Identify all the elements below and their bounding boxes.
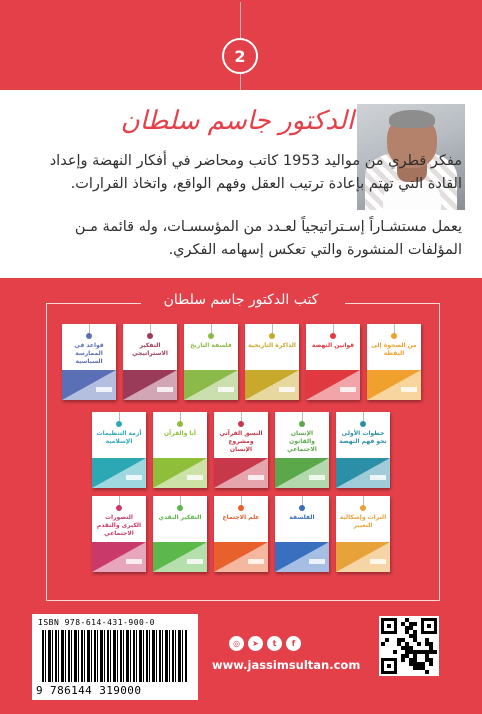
book-title: الإنسان والقانون الاجتماعي [287, 430, 317, 453]
book-title: علم الاجتماع [222, 514, 260, 521]
book-cover [184, 324, 238, 400]
book-title: الفلسفة [289, 514, 315, 521]
book-cover [245, 324, 299, 400]
author-panel [0, 90, 482, 278]
isbn-label: ISBN 978-614-431-900-0 [38, 618, 155, 627]
book-cover [123, 324, 177, 400]
footer [0, 614, 482, 714]
top-band [0, 0, 482, 90]
social-icons [229, 636, 301, 651]
book-title: فلسفة التاريخ [190, 342, 232, 349]
barcode-bars [42, 630, 188, 682]
book-title: النسق القرآني ومشروع الإنسان [219, 430, 263, 453]
book-title: الذاكرة التاريخية [248, 342, 296, 349]
book-title: التفكير الاستراتيجي [132, 342, 168, 357]
book-title: قواعد في الممارسة السياسية [74, 342, 104, 365]
book-title: التفكير النقدي [158, 514, 202, 521]
book-title: التراث وإشكالية التغيير [339, 514, 387, 529]
page-number-badge: 2 [222, 38, 258, 74]
qr-code [379, 616, 439, 676]
book-cover [92, 496, 146, 572]
books-section [0, 290, 482, 614]
book-cover [336, 496, 390, 572]
instagram-icon[interactable]: ◎ [229, 636, 244, 651]
book-cover [367, 324, 421, 400]
author-name-title: الدكتور جاسم سلطان [120, 106, 354, 136]
book-title: من الصحوة إلى اليقظة [371, 342, 417, 357]
website-link[interactable]: www.jassimsultan.com [212, 658, 361, 672]
books-heading: كتب الدكتور جاسم سلطان [163, 292, 319, 308]
book-title: خطوات الأولى نحو فهم النهضة [339, 430, 387, 445]
barcode-block [32, 614, 198, 700]
twitter-icon[interactable]: t [267, 636, 282, 651]
book-cover [336, 412, 390, 488]
book-cover [92, 412, 146, 488]
facebook-icon[interactable]: f [286, 636, 301, 651]
book-cover [275, 496, 329, 572]
author-bio-paragraph-2: يعمل مستشـاراً إسـتراتيجياً لعـدد من المؤسسـات، وله قائمة مـن المؤلفات المنشورة والتي تعكس إسهامه الفكري. [74, 219, 462, 258]
book-cover [153, 496, 207, 572]
book-title: قوانين النهضة [311, 342, 355, 349]
book-title: التصورات الكبرى والتقدم الاجتماعي [96, 514, 142, 537]
book-cover [214, 412, 268, 488]
book-cover [214, 496, 268, 572]
author-bio-paragraph-1: مفكر قطري من مواليد 1953 كاتب ومحاضر في أفكار النهضة وإعداد القادة التي تهتم بإعادة ترتيب العقل وفهم الواقع، واتخاذ القرارات. [49, 153, 462, 192]
book-cover [275, 412, 329, 488]
telegram-icon[interactable]: ➤ [248, 636, 263, 651]
book-cover [153, 412, 207, 488]
book-cover [306, 324, 360, 400]
book-title: أنا والقرآن [164, 430, 196, 437]
book-title: أزمة التنظيمات الإسلامية [96, 430, 142, 445]
book-cover [62, 324, 116, 400]
barcode-number: 9 786144 319000 [36, 684, 142, 697]
